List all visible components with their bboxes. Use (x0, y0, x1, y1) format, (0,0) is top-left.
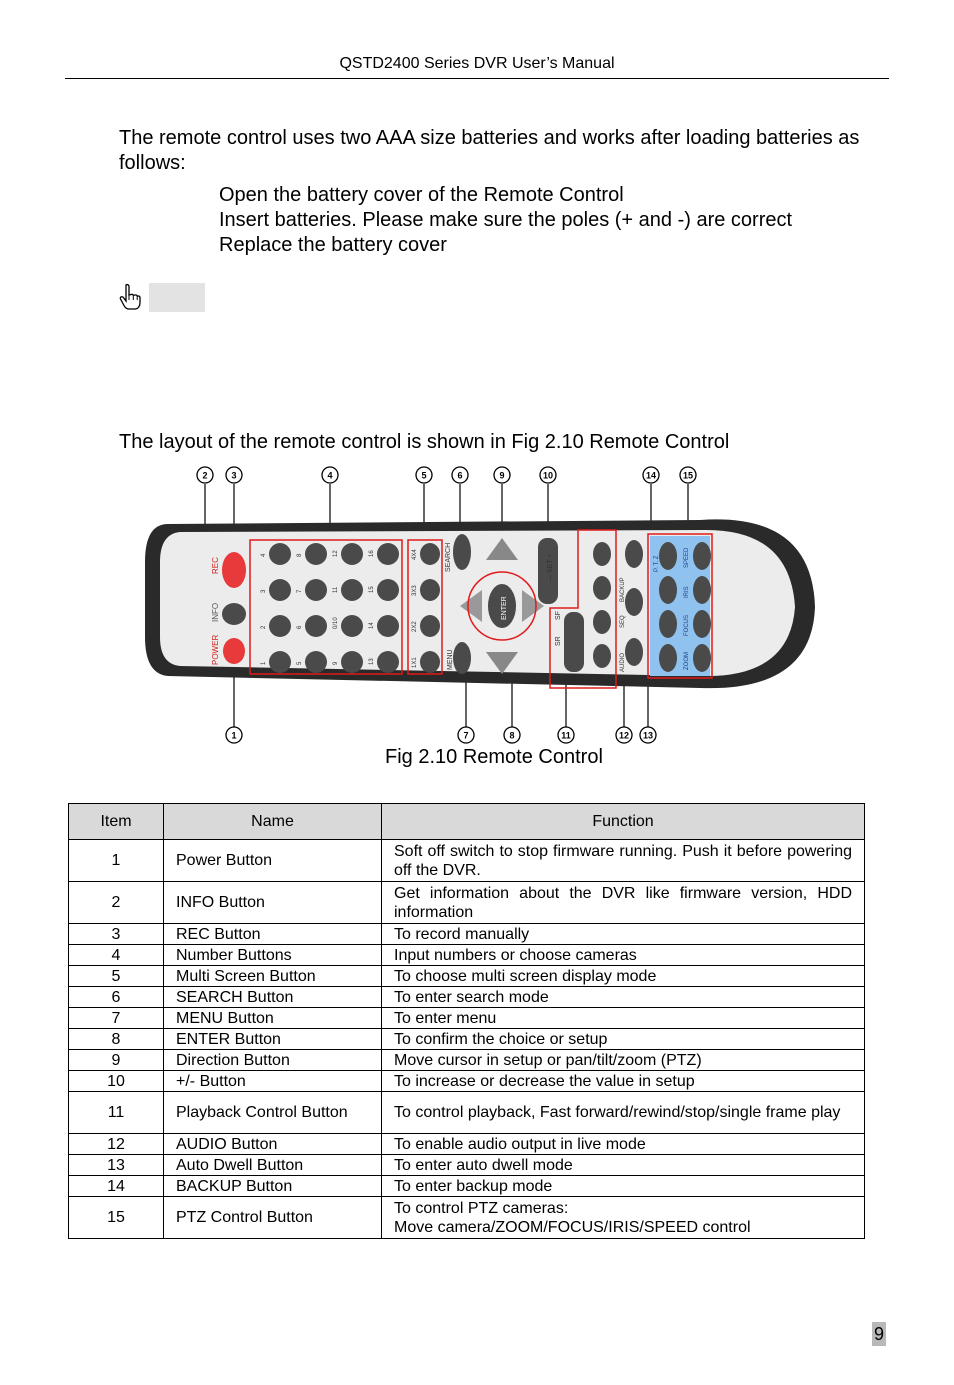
callout-number: 7 (463, 730, 469, 741)
cell-item: 3 (69, 924, 164, 945)
note-label-box (149, 283, 205, 312)
number-key (269, 579, 291, 601)
multi-screen-key (420, 651, 440, 673)
multi-screen-label: 2X2 (412, 621, 418, 632)
step-item: Insert batteries. Please make sure the poles (+ and -) are correct (219, 209, 793, 231)
number-key-label: 1 (261, 661, 267, 665)
cell-name: Power Button (164, 840, 382, 882)
cell-name: ENTER Button (164, 1029, 382, 1050)
cell-item: 9 (69, 1050, 164, 1071)
cell-name: Multi Screen Button (164, 966, 382, 987)
enter-label: ENTER (501, 596, 508, 620)
pointing-hand-icon (118, 283, 142, 311)
set-label: — SET + (547, 553, 554, 582)
cell-item: 2 (69, 882, 164, 924)
header-item: Item (69, 804, 164, 840)
callout-number: 15 (682, 470, 694, 481)
table-row (69, 882, 865, 924)
cell-item: 8 (69, 1029, 164, 1050)
callout-number: 13 (642, 730, 654, 741)
callout-number: 2 (202, 470, 208, 481)
number-key-label: 8 (297, 553, 303, 557)
callout-number: 5 (421, 470, 427, 481)
cell-item: 15 (69, 1197, 164, 1239)
callout-number: 10 (542, 470, 554, 481)
multi-screen-label: 1X1 (412, 657, 418, 668)
seq-label: SEQ (620, 615, 626, 628)
cell-name: INFO Button (164, 882, 382, 924)
cell-function: Get information about the DVR like firmware version, HDD information (382, 882, 865, 924)
number-key-label: 3 (261, 589, 267, 593)
cell-name: Number Buttons (164, 945, 382, 966)
table-row (69, 1155, 865, 1176)
cell-item: 1 (69, 840, 164, 882)
cell-function: To control playback, Fast forward/rewind/stop/single frame play (382, 1092, 865, 1134)
multi-screen-key (420, 579, 440, 601)
cell-function: Soft off switch to stop firmware running. Push it before powering off the DVR. (382, 840, 865, 882)
cell-name: SEARCH Button (164, 987, 382, 1008)
cell-item: 12 (69, 1134, 164, 1155)
number-key (341, 579, 363, 601)
table-row (69, 1176, 865, 1197)
callout-number: 9 (499, 470, 505, 481)
cell-name: Playback Control Button (164, 1092, 382, 1134)
cell-item: 11 (69, 1092, 164, 1134)
multi-screen-label: 4X4 (412, 549, 418, 560)
callout-number: 3 (231, 470, 237, 481)
cell-item: 6 (69, 987, 164, 1008)
number-key-label: 15 (369, 586, 375, 593)
cell-name: Auto Dwell Button (164, 1155, 382, 1176)
callout-number: 12 (618, 730, 630, 741)
cell-name: BACKUP Button (164, 1176, 382, 1197)
remote-control-figure (140, 462, 820, 747)
number-key (305, 615, 327, 637)
search-label: SEARCH (445, 542, 452, 572)
cell-function: To enter backup mode (382, 1176, 865, 1197)
intro-paragraph: The remote control uses two AAA size batteries and works after loading batteries as follows: (119, 127, 860, 174)
number-key-label: 9 (333, 661, 339, 665)
cell-function: To enter auto dwell mode (382, 1155, 865, 1176)
remote-control-diagram (140, 462, 820, 747)
menu-label: MENU (447, 649, 454, 670)
table-row (69, 966, 865, 987)
cell-function: Move cursor in setup or pan/tilt/zoom (PTZ) (382, 1050, 865, 1071)
rec-label: REC (211, 557, 220, 574)
focus-label: FOCUS (684, 615, 690, 636)
cell-item: 13 (69, 1155, 164, 1176)
left-buttons (211, 552, 246, 665)
cell-function: To confirm the choice or setup (382, 1029, 865, 1050)
table-row (69, 924, 865, 945)
number-key-label: 11 (333, 586, 339, 593)
multi-screen-key (420, 543, 440, 565)
table-row (69, 1008, 865, 1029)
iris-label: IRIS (684, 586, 690, 598)
number-key (269, 543, 291, 565)
number-key-label: 13 (369, 658, 375, 665)
cell-item: 4 (69, 945, 164, 966)
cell-function: To increase or decrease the value in setup (382, 1071, 865, 1092)
table-row (69, 1071, 865, 1092)
callout-number: 6 (457, 470, 463, 481)
table-row (69, 1134, 865, 1155)
step-item: Open the battery cover of the Remote Control (219, 184, 624, 206)
cell-item: 5 (69, 966, 164, 987)
cell-item: 7 (69, 1008, 164, 1029)
ptz-label: P. T. Z (654, 555, 660, 572)
number-key (341, 615, 363, 637)
number-key (377, 651, 399, 673)
page-number: 9 (873, 1324, 884, 1344)
number-key-label: 6 (297, 625, 303, 629)
table-row (69, 1197, 865, 1239)
cell-function: To choose multi screen display mode (382, 966, 865, 987)
power-label: POWER (211, 634, 220, 665)
header-name: Name (164, 804, 382, 840)
table-row (69, 1050, 865, 1071)
callout-number: 14 (645, 470, 657, 481)
number-key-label: 4 (261, 553, 267, 557)
number-key (341, 651, 363, 673)
cell-name: REC Button (164, 924, 382, 945)
callout-number: 1 (231, 730, 237, 741)
cell-name: Direction Button (164, 1050, 382, 1071)
backup-label: BACKUP (620, 577, 626, 602)
number-key (377, 579, 399, 601)
audio-label: AUDIO (620, 652, 626, 672)
cell-name: AUDIO Button (164, 1134, 382, 1155)
multi-screen-label: 3X3 (412, 585, 418, 596)
cell-name: +/- Button (164, 1071, 382, 1092)
number-key (377, 615, 399, 637)
number-key-label: 16 (369, 550, 375, 557)
cell-function: To record manually (382, 924, 865, 945)
table-row (69, 840, 865, 882)
number-key-label: 2 (261, 625, 267, 629)
cell-item: 14 (69, 1176, 164, 1197)
number-key (305, 543, 327, 565)
header-function: Function (382, 804, 865, 840)
number-key (305, 579, 327, 601)
number-key-label: 0/10 (333, 617, 339, 629)
cell-item: 10 (69, 1071, 164, 1092)
number-key (269, 651, 291, 673)
zoom-label: ZOOM (684, 652, 690, 670)
cell-function: To enable audio output in live mode (382, 1134, 865, 1155)
multi-screen-key (420, 615, 440, 637)
table-row (69, 987, 865, 1008)
table-row (69, 945, 865, 966)
step-item: Replace the battery cover (219, 234, 447, 256)
speed-label: SPEED (684, 547, 690, 568)
sf-label: SF (555, 611, 562, 620)
button-function-table (68, 803, 865, 1239)
number-key (269, 615, 291, 637)
callout-number: 11 (561, 730, 571, 741)
battery-steps (219, 183, 792, 258)
table-row (69, 1092, 865, 1134)
number-key-label: 5 (297, 661, 303, 665)
layout-sentence: The layout of the remote control is shown in Fig 2.10 Remote Control (119, 431, 730, 453)
info-label: INFO (211, 602, 220, 622)
note-marker (118, 283, 208, 313)
cell-function: To enter search mode (382, 987, 865, 1008)
cell-function: To enter menu (382, 1008, 865, 1029)
sr-label: SR (555, 636, 562, 646)
cell-name: PTZ Control Button (164, 1197, 382, 1239)
number-key-label: 7 (297, 589, 303, 593)
cell-function: Input numbers or choose cameras (382, 945, 865, 966)
number-key (341, 543, 363, 565)
cell-name: MENU Button (164, 1008, 382, 1029)
page-header: QSTD2400 Series DVR User’s Manual (339, 55, 615, 72)
figure-caption: Fig 2.10 Remote Control (385, 746, 603, 768)
cell-function: To control PTZ cameras: Move camera/ZOOM/FOCUS/IRIS/SPEED control (382, 1197, 865, 1239)
number-key-label: 12 (333, 550, 339, 557)
callout-number: 4 (327, 470, 333, 481)
number-key (305, 651, 327, 673)
callout-number: 8 (509, 730, 515, 741)
number-key-label: 14 (369, 622, 375, 629)
header-rule (65, 78, 889, 79)
table-header-row (69, 804, 865, 840)
table-row (69, 1029, 865, 1050)
number-key (377, 543, 399, 565)
